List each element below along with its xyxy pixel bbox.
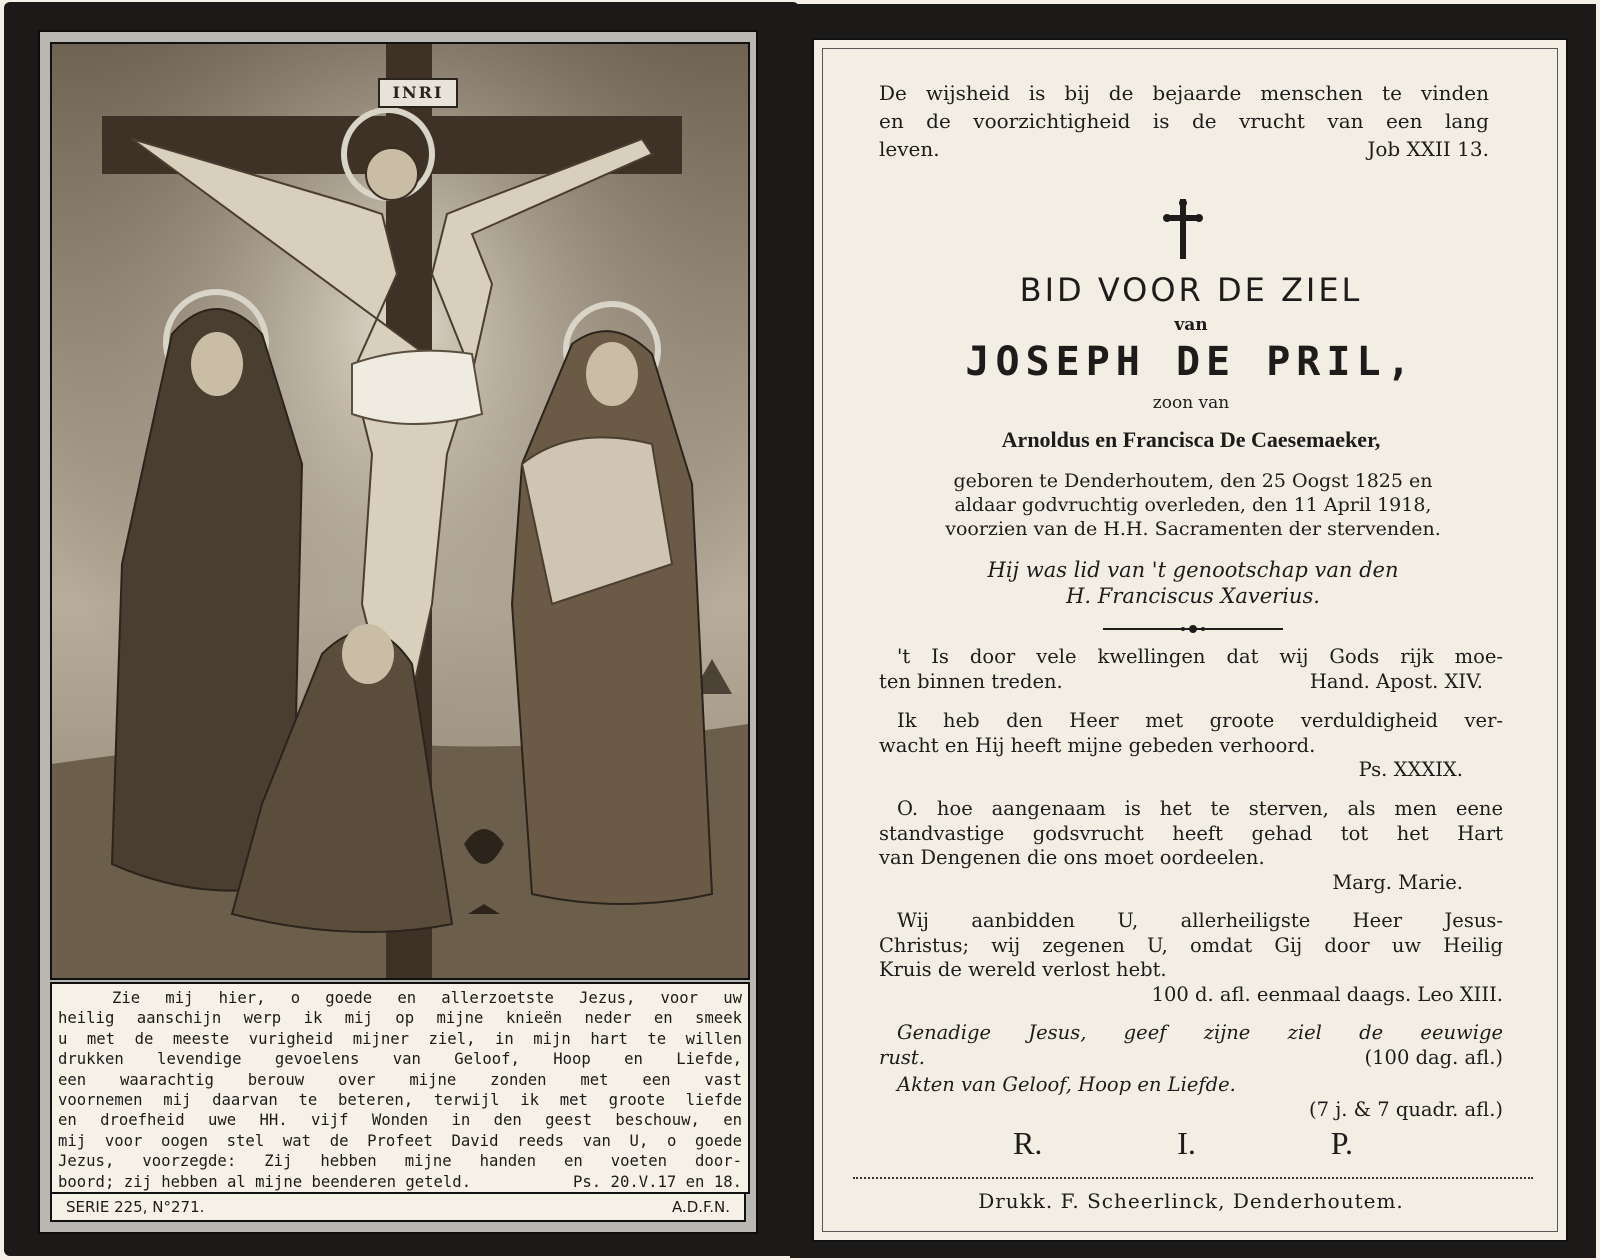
image-frame — [38, 30, 758, 1234]
prayer-line: Jezus, voorzegde: Zij hebben mijne handen en voeten door- — [58, 1152, 742, 1171]
parents-names: Arnoldus en Francisca De Caesemaeker, — [1001, 427, 1381, 452]
cross-icon — [1163, 199, 1203, 259]
crucifixion-image — [50, 42, 750, 980]
verse-line: wacht en Hij heeft mijne gebeden verhoord. — [879, 733, 1316, 757]
page-border — [822, 48, 1558, 1232]
verse-block — [879, 797, 1503, 895]
verse-line: van Dengenen die ons moet oordeelen. — [879, 846, 1265, 869]
verse-line: Wij aanbidden U, allerheiligste Heer Jesus- — [897, 909, 1503, 932]
verse-block — [879, 645, 1503, 694]
prayer-line-last — [58, 1172, 742, 1192]
prayer-line: u met de meeste vurigheid mijner ziel, in mijn hart te willen — [58, 1029, 742, 1048]
verse-line: Akten van Geloof, Hoop en Liefde. — [897, 1073, 1236, 1096]
verse-line: Kruis de wereld verlost hebt. — [879, 958, 1167, 981]
verse-block — [879, 909, 1503, 1007]
birth-death-info — [883, 469, 1503, 541]
publisher-mark: A.D.F.N. — [671, 1198, 730, 1216]
epigraph-last-row — [879, 135, 1489, 163]
rip-letter: P. — [1330, 1125, 1353, 1161]
crucifixion-illustration — [52, 44, 748, 978]
serie-number: SERIE 225, N°271. — [66, 1198, 205, 1216]
dotted-divider — [853, 1177, 1533, 1179]
epigraph-line: De wijsheid is bij de bejaarde menschen te vinden — [879, 81, 1489, 105]
left-card — [4, 2, 799, 1256]
sacraments-line: voorzien van de H.H. Sacramenten der stervenden. — [945, 518, 1441, 540]
verse-line: Christus; wij zegenen U, omdat Gij door uw Heilig — [879, 933, 1503, 957]
rip-letter: I. — [1177, 1125, 1196, 1161]
verse-block — [879, 1021, 1503, 1070]
verse-reference: Hand. Apost. XIV. — [1309, 669, 1483, 693]
verse-line: rust. — [879, 1045, 925, 1069]
inri-plaque: INRI — [378, 78, 458, 108]
right-card — [790, 4, 1596, 1258]
verse-block — [879, 1073, 1503, 1122]
verse-row — [879, 670, 1503, 695]
prayer-text — [50, 982, 750, 1194]
verse-reference: Marg. Marie. — [1332, 870, 1463, 894]
prayer-line: en droefheid uwe HH. vijf Wonden in den geest beschouw, en — [58, 1111, 742, 1130]
verse-line: 't Is door vele kwellingen dat wij Gods rijk moe- — [897, 645, 1503, 668]
membership-text — [883, 557, 1503, 609]
verse-line: Genadige Jesus, geef zijne ziel de eeuwige — [897, 1021, 1503, 1044]
verse-line: ten binnen treden. — [879, 669, 1063, 693]
verse-row — [879, 1046, 1503, 1071]
prayer-reference: Ps. 20.V.17 en 18. — [573, 1172, 742, 1191]
page-title: BID VOOR DE ZIEL — [1019, 271, 1363, 309]
verse-reference: Ps. XXXIX. — [1358, 758, 1463, 781]
membership-line: Hij was lid van 't genootschap van den — [987, 558, 1399, 582]
birth-line: geboren te Denderhoutem, den 25 Oogst 1825 en — [953, 470, 1433, 492]
epigraph-line: leven. — [879, 137, 940, 161]
prayer-line: Zie mij hier, o goede en allerzoetste Jezus, voor uw — [112, 989, 742, 1007]
verse-block — [879, 709, 1503, 783]
rip-letters — [1013, 1125, 1353, 1162]
prayer-line: voornemen mij daarvan te beteren, terwijl ik met groote liefde — [58, 1091, 742, 1110]
verse-line: Ik heb den Heer met groote verduldigheid ver- — [897, 709, 1503, 732]
van-label: van — [1174, 315, 1208, 335]
prayer-line: mij voor oogen stel wat de Profeet David reeds van U, o goede — [58, 1131, 742, 1150]
epigraph — [879, 79, 1489, 163]
printer-credit: Drukk. F. Scheerlinck, Denderhoutem. — [978, 1189, 1404, 1213]
membership-line: H. Franciscus Xaverius. — [1066, 584, 1320, 608]
verse-reference: (100 dag. afl.) — [1364, 1045, 1503, 1069]
verse-line: standvastige godsvrucht heeft gehad tot het Hart — [879, 821, 1503, 845]
death-line: aldaar godvruchtig overleden, den 11 April 1918, — [954, 494, 1432, 516]
verse-line: O. hoe aangenaam is het te sterven, als men eene — [897, 797, 1503, 820]
card-footer — [50, 1192, 746, 1222]
prayer-line: boord; zij hebben al mijne beenderen geteld. — [58, 1172, 472, 1191]
text-page — [812, 38, 1568, 1242]
epigraph-line: en de voorzichtigheid is de vrucht van een lang — [879, 109, 1489, 133]
epigraph-reference: Job XXII 13. — [1367, 137, 1489, 161]
ornament-divider — [1103, 623, 1283, 635]
deceased-name: JOSEPH DE PRIL, — [965, 339, 1417, 385]
prayer-line: heilig aanschijn werp ik mij op mijne knieën neder en smeek — [58, 1009, 742, 1028]
verse-reference: 100 d. afl. eenmaal daags. Leo XIII. — [1151, 982, 1503, 1006]
verse-reference: (7 j. & 7 quadr. afl.) — [1309, 1097, 1503, 1121]
rip-letter: R. — [1013, 1125, 1043, 1161]
zoon-label: zoon van — [1152, 393, 1230, 413]
prayer-line: een waarachtig berouw over mijne zonden met een vast — [58, 1070, 742, 1089]
prayer-line: drukken levendige gevoelens van Geloof, Hoop en Liefde, — [58, 1050, 742, 1069]
